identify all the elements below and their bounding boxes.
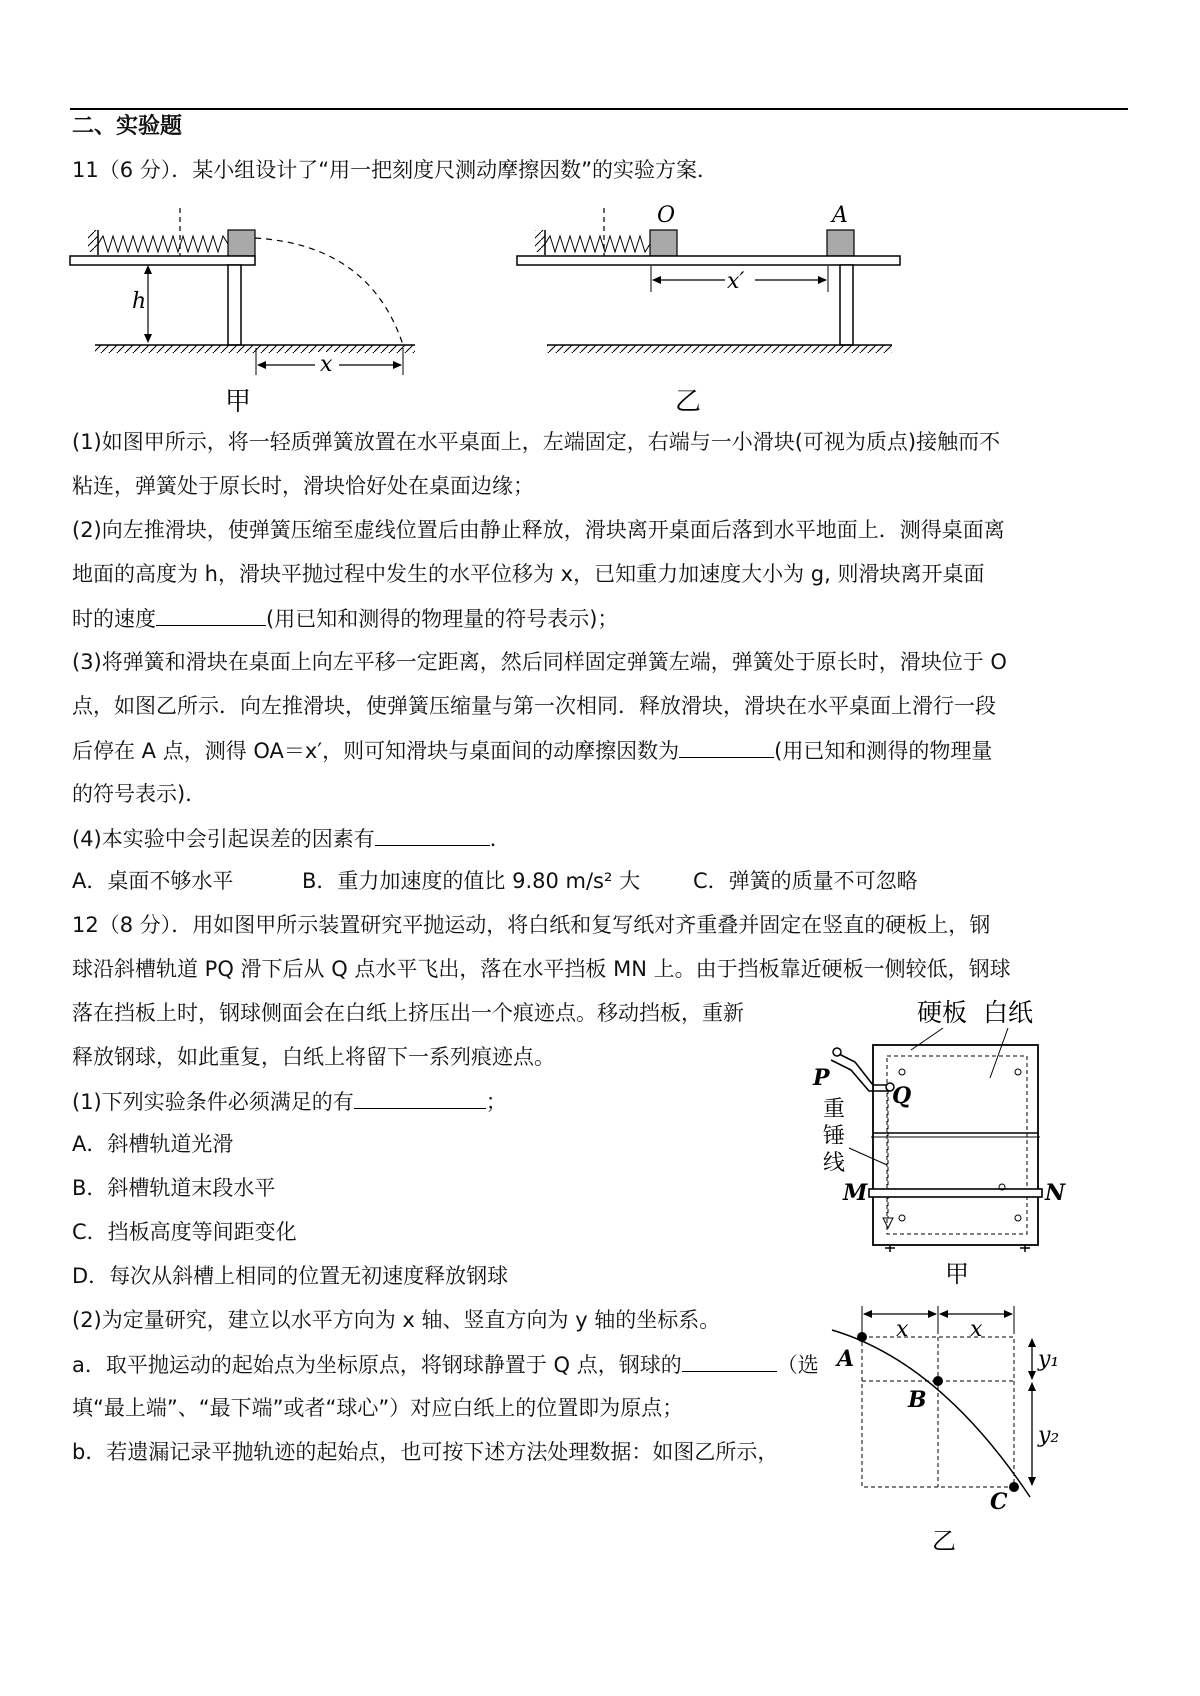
- x1-label: x: [896, 1317, 909, 1342]
- block-A: [827, 230, 854, 256]
- q12-s1-a: (1)下列实验条件必须满足的有: [72, 1090, 354, 1114]
- weight-char-3: 线: [823, 1151, 846, 1176]
- q12-option-a: A．斜槽轨道光滑: [72, 1132, 234, 1156]
- q11-p3-line3-b: (用已知和测得的物理量: [774, 739, 993, 763]
- q11-p2-line1: (2)向左推滑块，使弹簧压缩至虚线位置后由静止释放，滑块离开桌面后落到水平地面上．测得桌面离: [72, 518, 1005, 542]
- h-label: h: [132, 289, 147, 314]
- y2-label: y₂: [1038, 1423, 1060, 1448]
- q11-p2-line3-b: (用已知和测得的物理量的符号表示)；: [266, 607, 619, 631]
- q12-option-c: C．挡板高度等间距变化: [72, 1220, 297, 1244]
- q12-s1: [72, 1086, 507, 1117]
- section-title: 二、实验题: [72, 114, 183, 139]
- q12-option-b: B．斜槽轨道末段水平: [72, 1176, 276, 1200]
- q11-p4: [72, 823, 511, 854]
- q11-option-b: B．重力加速度的值比 9.80 m/s² 大: [302, 869, 641, 893]
- q12-a-line2: 填“最上端”、“最下端”或者“球心”）对应白纸上的位置即为原点；: [72, 1396, 684, 1420]
- answer-blank-conditions[interactable]: [354, 1086, 486, 1109]
- q11-p2-line2: 地面的高度为 h，滑块平抛过程中发生的水平位移为 x，已知重力加速度大小为 g, 则滑块离开桌面: [72, 562, 985, 586]
- q11-p3-line3: [72, 735, 992, 766]
- answer-blank-origin[interactable]: [682, 1349, 777, 1372]
- P-label: P: [813, 1065, 830, 1091]
- q12-option-d: D．每次从斜槽上相同的位置无初速度释放钢球: [72, 1264, 509, 1288]
- q12-a-line1-a: a．取平抛运动的起始点为坐标原点，将钢球静置于 Q 点，钢球的: [72, 1353, 682, 1377]
- q12-s2: (2)为定量研究，建立以水平方向为 x 轴、竖直方向为 y 轴的坐标系。: [72, 1308, 721, 1332]
- fig12-yi-label: 乙: [932, 1527, 956, 1555]
- q11-figure-jia: [70, 200, 430, 420]
- weight-char-1: 重: [823, 1097, 846, 1122]
- block-O: [650, 230, 677, 256]
- paper-label: 白纸: [983, 998, 1034, 1027]
- q11-p1-line1: (1)如图甲所示，将一轻质弹簧放置在水平桌面上，左端固定，右端与一小滑块(可视为质点)接触而不: [72, 430, 1001, 454]
- q12-figure-jia: [815, 990, 1075, 1290]
- N-label: N: [1045, 1180, 1066, 1206]
- q12-line4: 释放钢球，如此重复，白纸上将留下一系列痕迹点。: [72, 1045, 555, 1069]
- q11-p2-line3-a: 时的速度: [72, 607, 156, 631]
- fig-jia-label: 甲: [225, 387, 252, 417]
- q11-intro: 11（6 分）．某小组设计了“用一把刻度尺测动摩擦因数”的实验方案．: [72, 158, 719, 182]
- Q-label: Q: [892, 1083, 912, 1109]
- q11-p1-line2: 粘连，弹簧处于原长时，滑块恰好处在桌面边缘；: [72, 474, 534, 498]
- q12-b-line1: b．若遗漏记录平抛轨迹的起始点，也可按下述方法处理数据：如图乙所示，: [72, 1440, 779, 1464]
- A-point-label: A: [837, 1346, 855, 1372]
- A-label: A: [832, 203, 848, 228]
- slider-block: [228, 230, 255, 256]
- q11-p4-a: (4)本实验中会引起误差的因素有: [72, 827, 375, 851]
- spring: [98, 236, 228, 252]
- baffle-MN: [869, 1189, 1042, 1197]
- xprime-label: x′: [727, 269, 745, 294]
- q11-p4-b: ．: [489, 827, 511, 851]
- O-label: O: [657, 203, 676, 228]
- weight-char-2: 锤: [823, 1124, 846, 1149]
- fig12-jia-label: 甲: [945, 1260, 969, 1288]
- x-label: x: [320, 352, 333, 377]
- q12-a-line1-b: （选: [776, 1353, 819, 1377]
- q12-line1: 12（8 分）．用如图甲所示装置研究平抛运动，将白纸和复写纸对齐重叠并固定在竖直的硬板上，钢: [72, 913, 991, 937]
- top-rule: [70, 108, 1128, 110]
- q11-p3-line4: 的符号表示)．: [72, 782, 207, 806]
- answer-blank-velocity[interactable]: [156, 603, 266, 626]
- q11-option-c: C．弹簧的质量不可忽略: [693, 869, 918, 893]
- q11-p3-line2: 点，如图乙所示．向左推滑块，使弹簧压缩量与第一次相同．释放滑块，滑块在水平桌面上滑行一段: [72, 694, 996, 718]
- q12-s1-b: ；: [485, 1090, 507, 1114]
- answer-blank-mu[interactable]: [679, 735, 774, 758]
- y1-label: y₁: [1038, 1347, 1060, 1372]
- q11-p3-line1: (3)将弹簧和滑块在桌面上向左平移一定距离，然后同样固定弹簧左端，弹簧处于原长时，滑块位于 O: [72, 650, 1007, 674]
- answer-blank-error[interactable]: [375, 823, 490, 846]
- B-point-label: B: [908, 1387, 927, 1413]
- q12-line2: 球沿斜槽轨道 PQ 滑下后从 Q 点水平飞出，落在水平挡板 MN 上。由于挡板靠近硬板一侧较低，钢球: [72, 957, 1011, 981]
- board: [873, 1045, 1038, 1245]
- q11-p3-line3-a: 后停在 A 点，测得 OA＝x′，则可知滑块与桌面间的动摩擦因数为: [72, 739, 680, 763]
- x2-label: x: [970, 1317, 983, 1342]
- q12-line3: 落在挡板上时，钢球侧面会在白纸上挤压出一个痕迹点。移动挡板，重新: [72, 1001, 744, 1025]
- q11-option-a: A．桌面不够水平: [72, 869, 234, 893]
- q11-figure-yi: [517, 200, 917, 420]
- q11-p2-line3: [72, 603, 618, 634]
- board-label: 硬板: [917, 998, 968, 1027]
- C-point-label: C: [990, 1489, 1008, 1515]
- q12-figure-yi: [820, 1302, 1070, 1572]
- spring: [545, 236, 650, 252]
- M-label: M: [843, 1180, 868, 1206]
- q12-a-line1: [72, 1349, 819, 1380]
- fig-yi-label: 乙: [675, 387, 702, 417]
